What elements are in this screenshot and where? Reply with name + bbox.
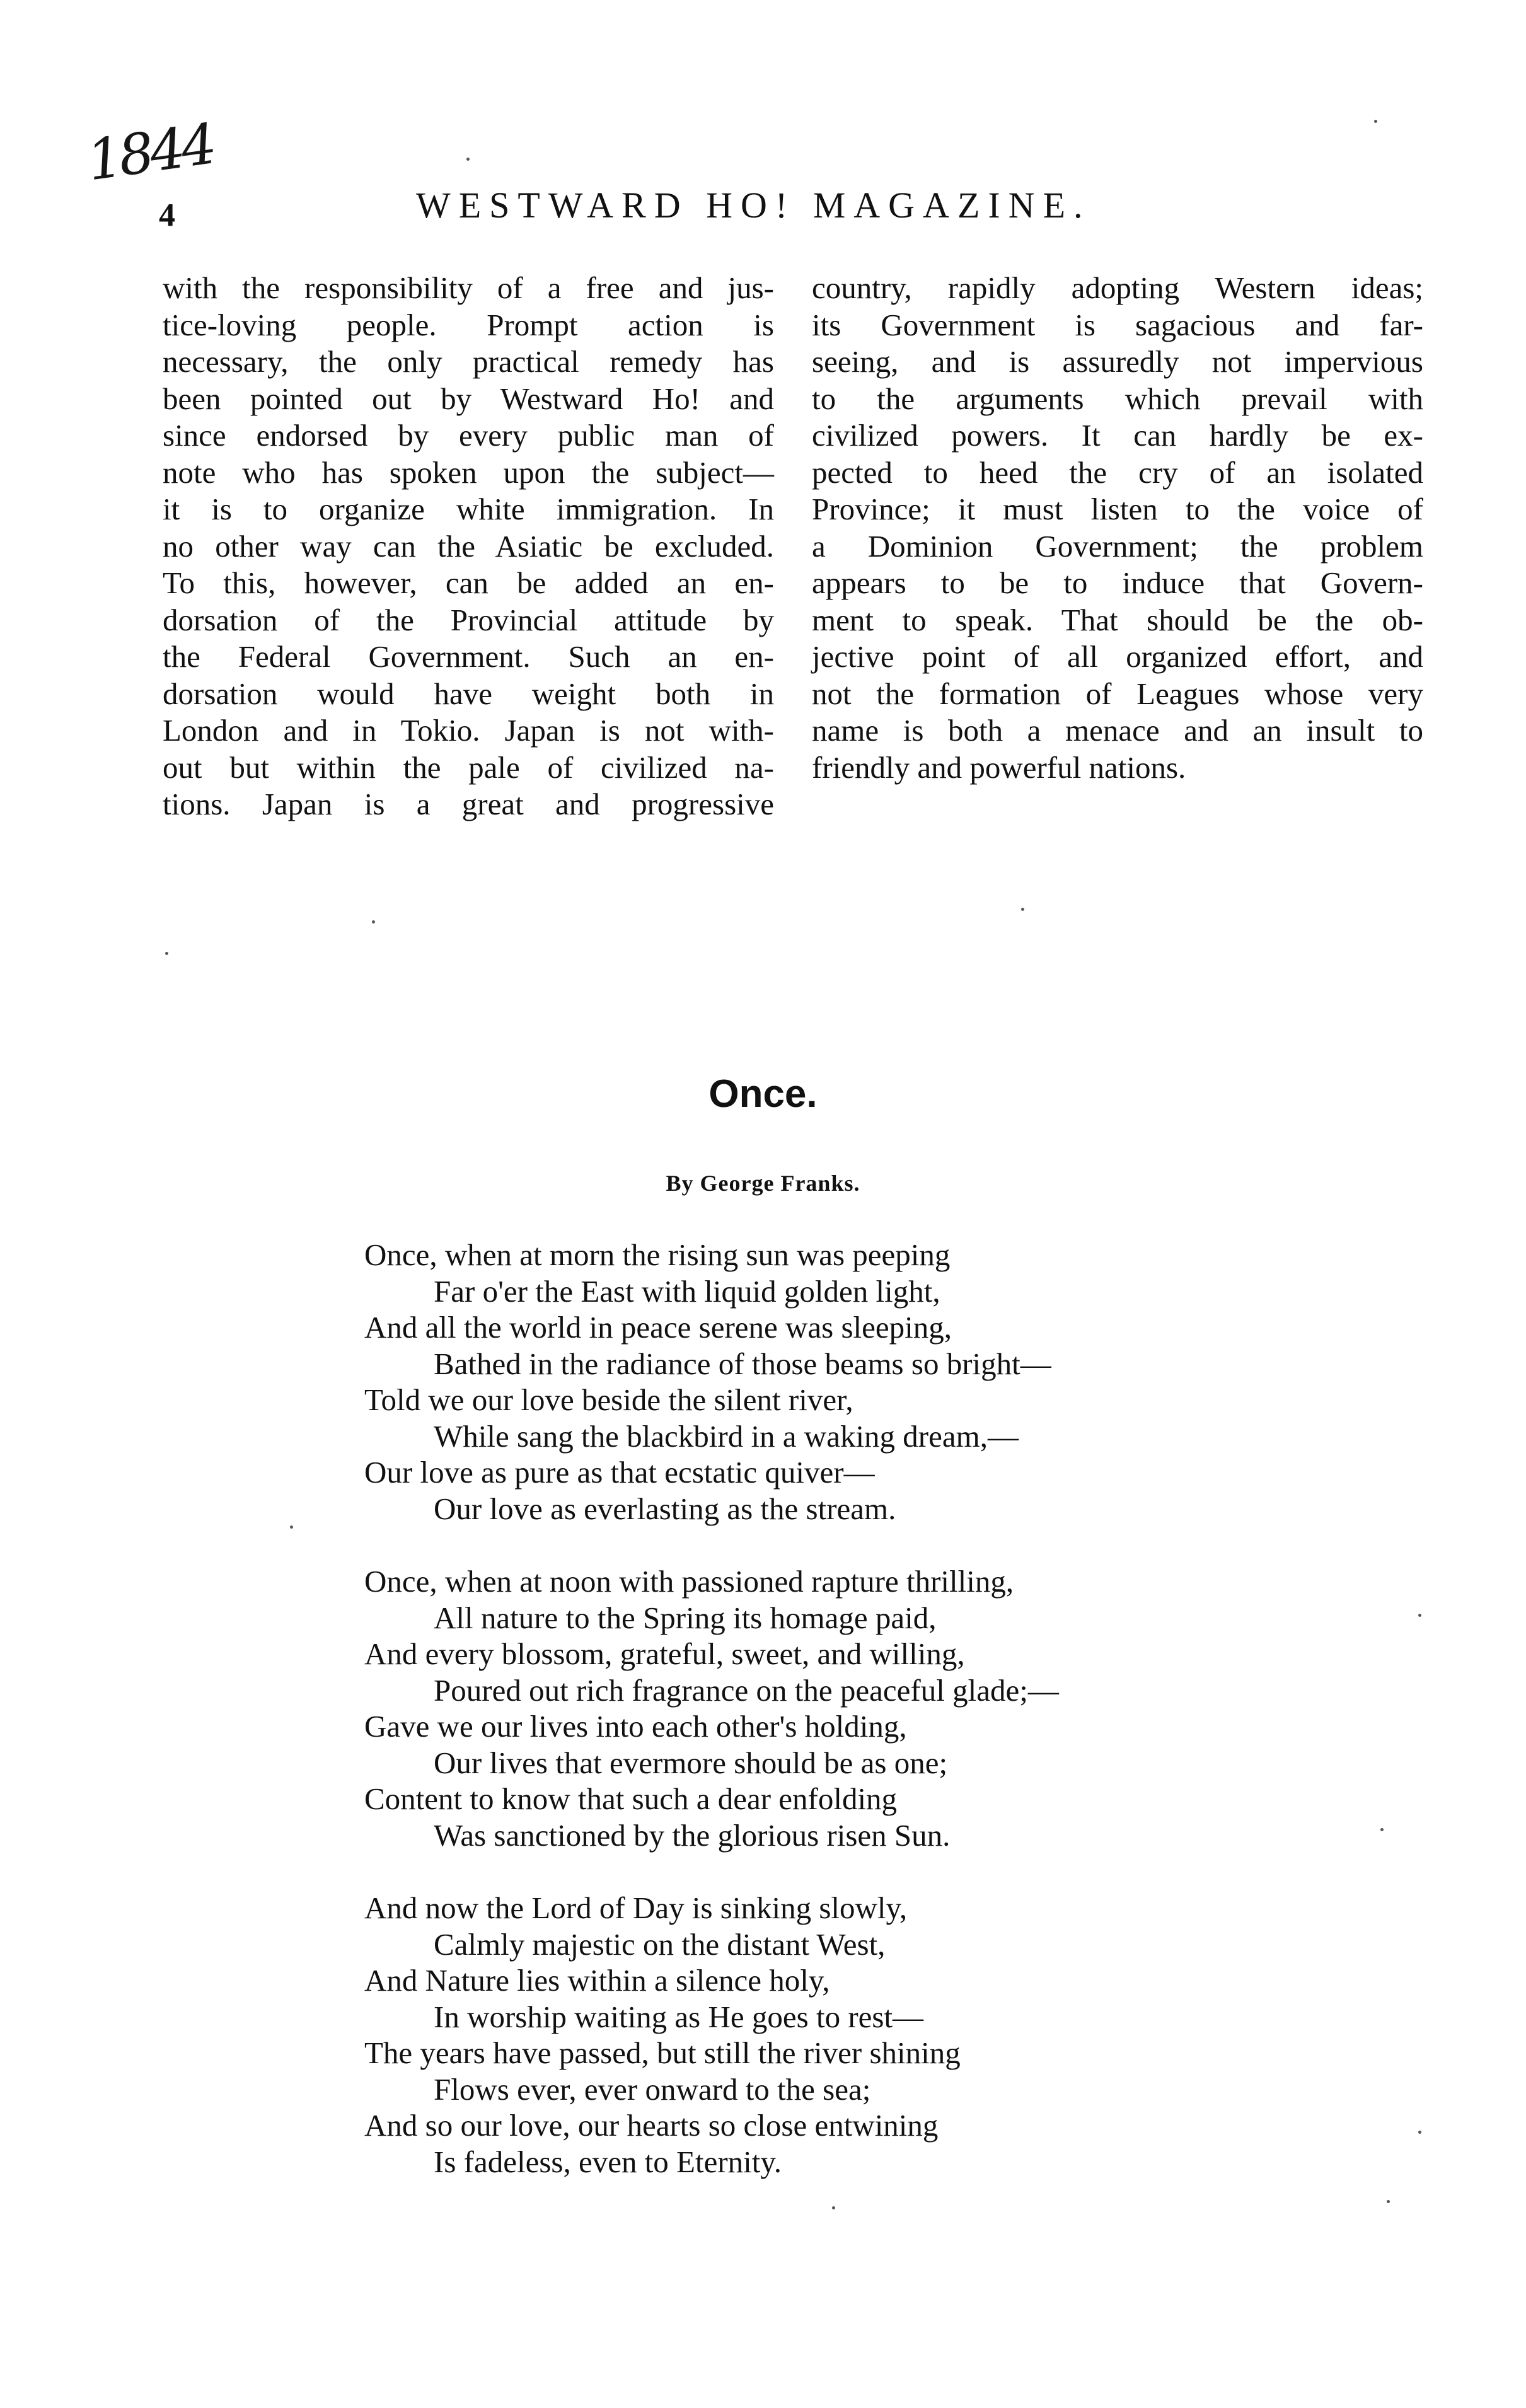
- article-line: been pointed out by Westward Ho! and: [163, 381, 774, 416]
- poem-stanza: [364, 1237, 1059, 1527]
- article-line: dorsation would have weight both in: [163, 676, 774, 711]
- scan-speck: [1021, 908, 1024, 911]
- article-line: Province; it must listen to the voice of: [812, 492, 1423, 526]
- page-number: 4: [159, 197, 175, 233]
- article-line: pected to heed the cry of an isolated: [812, 454, 1423, 490]
- poem-stanza: [364, 1563, 1059, 1853]
- poem-line: Once, when at noon with passioned rapture thrilling,: [364, 1564, 1014, 1599]
- poem-line: And now the Lord of Day is sinking slowly,: [364, 1890, 908, 1925]
- poem-line: And every blossom, grateful, sweet, and willing,: [364, 1636, 965, 1671]
- article-line: ment to speak. That should be the ob-: [812, 602, 1423, 637]
- article-line: jective point of all organized effort, and: [812, 639, 1423, 674]
- poem-line: Far o'er the East with liquid golden light,: [434, 1273, 940, 1309]
- poem-line: Once, when at morn the rising sun was peeping: [364, 1237, 951, 1272]
- article-line: appears to be to induce that Govern-: [812, 565, 1423, 600]
- poem-body: [364, 1237, 1059, 2216]
- article-right-column: [812, 270, 1423, 786]
- article-left-column: [163, 270, 774, 823]
- scan-speck: [832, 2206, 835, 2209]
- running-head: WESTWARD HO! MAGAZINE.: [416, 185, 1091, 226]
- scan-speck: [1387, 2200, 1390, 2203]
- scan-speck: [290, 1525, 293, 1529]
- poem-line: Calmly majestic on the distant West,: [434, 1926, 886, 1962]
- article-line: friendly and powerful nations.: [812, 750, 1186, 785]
- article-line: civilized powers. It can hardly be ex-: [812, 418, 1423, 453]
- poem-line: Our love as everlasting as the stream.: [434, 1491, 896, 1526]
- article-line: London and in Tokio. Japan is not with-: [163, 713, 774, 748]
- poem-line: Is fadeless, even to Eternity.: [434, 2144, 782, 2179]
- poem-stanza: [364, 1890, 1059, 2180]
- article-line: dorsation of the Provincial attitude by: [163, 602, 774, 637]
- article-line: seeing, and is assuredly not impervious: [812, 344, 1423, 379]
- article-line: name is both a menace and an insult to: [812, 713, 1423, 748]
- poem-line: And so our love, our hearts so close entwining: [364, 2108, 939, 2143]
- article-line: necessary, the only practical remedy has: [163, 344, 774, 379]
- article-line: not the formation of Leagues whose very: [812, 676, 1423, 711]
- article-line: note who has spoken upon the subject—: [163, 454, 774, 490]
- scan-speck: [466, 158, 470, 161]
- poem-line: And all the world in peace serene was sleeping,: [364, 1310, 952, 1345]
- poem-line: All nature to the Spring its homage paid,: [434, 1600, 937, 1635]
- article-line: country, rapidly adopting Western ideas;: [812, 270, 1423, 305]
- poem-line: Our love as pure as that ecstatic quiver—: [364, 1455, 875, 1490]
- article-line: since endorsed by every public man of: [163, 418, 774, 453]
- poem-line: Bathed in the radiance of those beams so bright—: [434, 1346, 1051, 1381]
- scan-speck: [1418, 1614, 1421, 1617]
- poem-line: Flows ever, ever onward to the sea;: [434, 2071, 871, 2107]
- scan-speck: [165, 952, 168, 955]
- article-line: tions. Japan is a great and progressive: [163, 787, 774, 821]
- poem-line: In worship waiting as He goes to rest—: [434, 1999, 924, 2034]
- poem-line: Told we our love beside the silent river,: [364, 1382, 853, 1417]
- poem-line: While sang the blackbird in a waking dream,—: [434, 1418, 1019, 1454]
- handwritten-note: 1844: [83, 111, 217, 194]
- poem-line: And Nature lies within a silence holy,: [364, 1963, 830, 1998]
- poem-line: Content to know that such a dear enfolding: [364, 1781, 898, 1816]
- poem-line: Gave we our lives into each other's holding,: [364, 1709, 907, 1744]
- article-line: tice-loving people. Prompt action is: [163, 307, 774, 342]
- scan-speck: [1418, 2131, 1421, 2134]
- scan-speck: [1380, 1828, 1384, 1831]
- poem-line: Our lives that evermore should be as one;: [434, 1745, 948, 1780]
- article-line: no other way can the Asiatic be excluded.: [163, 528, 774, 564]
- article-line: a Dominion Government; the problem: [812, 528, 1423, 564]
- article-line: it is to organize white immigration. In: [163, 492, 774, 526]
- poem-byline: By George Franks.: [666, 1171, 860, 1196]
- article-line: with the responsibility of a free and jus-: [163, 270, 774, 305]
- article-line: to the arguments which prevail with: [812, 381, 1423, 416]
- scan-speck: [372, 920, 375, 923]
- poem-title: Once.: [708, 1072, 818, 1116]
- article-line: its Government is sagacious and far-: [812, 307, 1423, 342]
- poem-line: The years have passed, but still the river shining: [364, 2035, 961, 2070]
- scan-speck: [1374, 120, 1377, 123]
- poem-line: Poured out rich fragrance on the peaceful glade;—: [434, 1672, 1059, 1708]
- article-line: out but within the pale of civilized na-: [163, 750, 774, 785]
- poem-line: Was sanctioned by the glorious risen Sun.: [434, 1817, 951, 1853]
- article-line: the Federal Government. Such an en-: [163, 639, 774, 674]
- article-line: To this, however, can be added an en-: [163, 565, 774, 600]
